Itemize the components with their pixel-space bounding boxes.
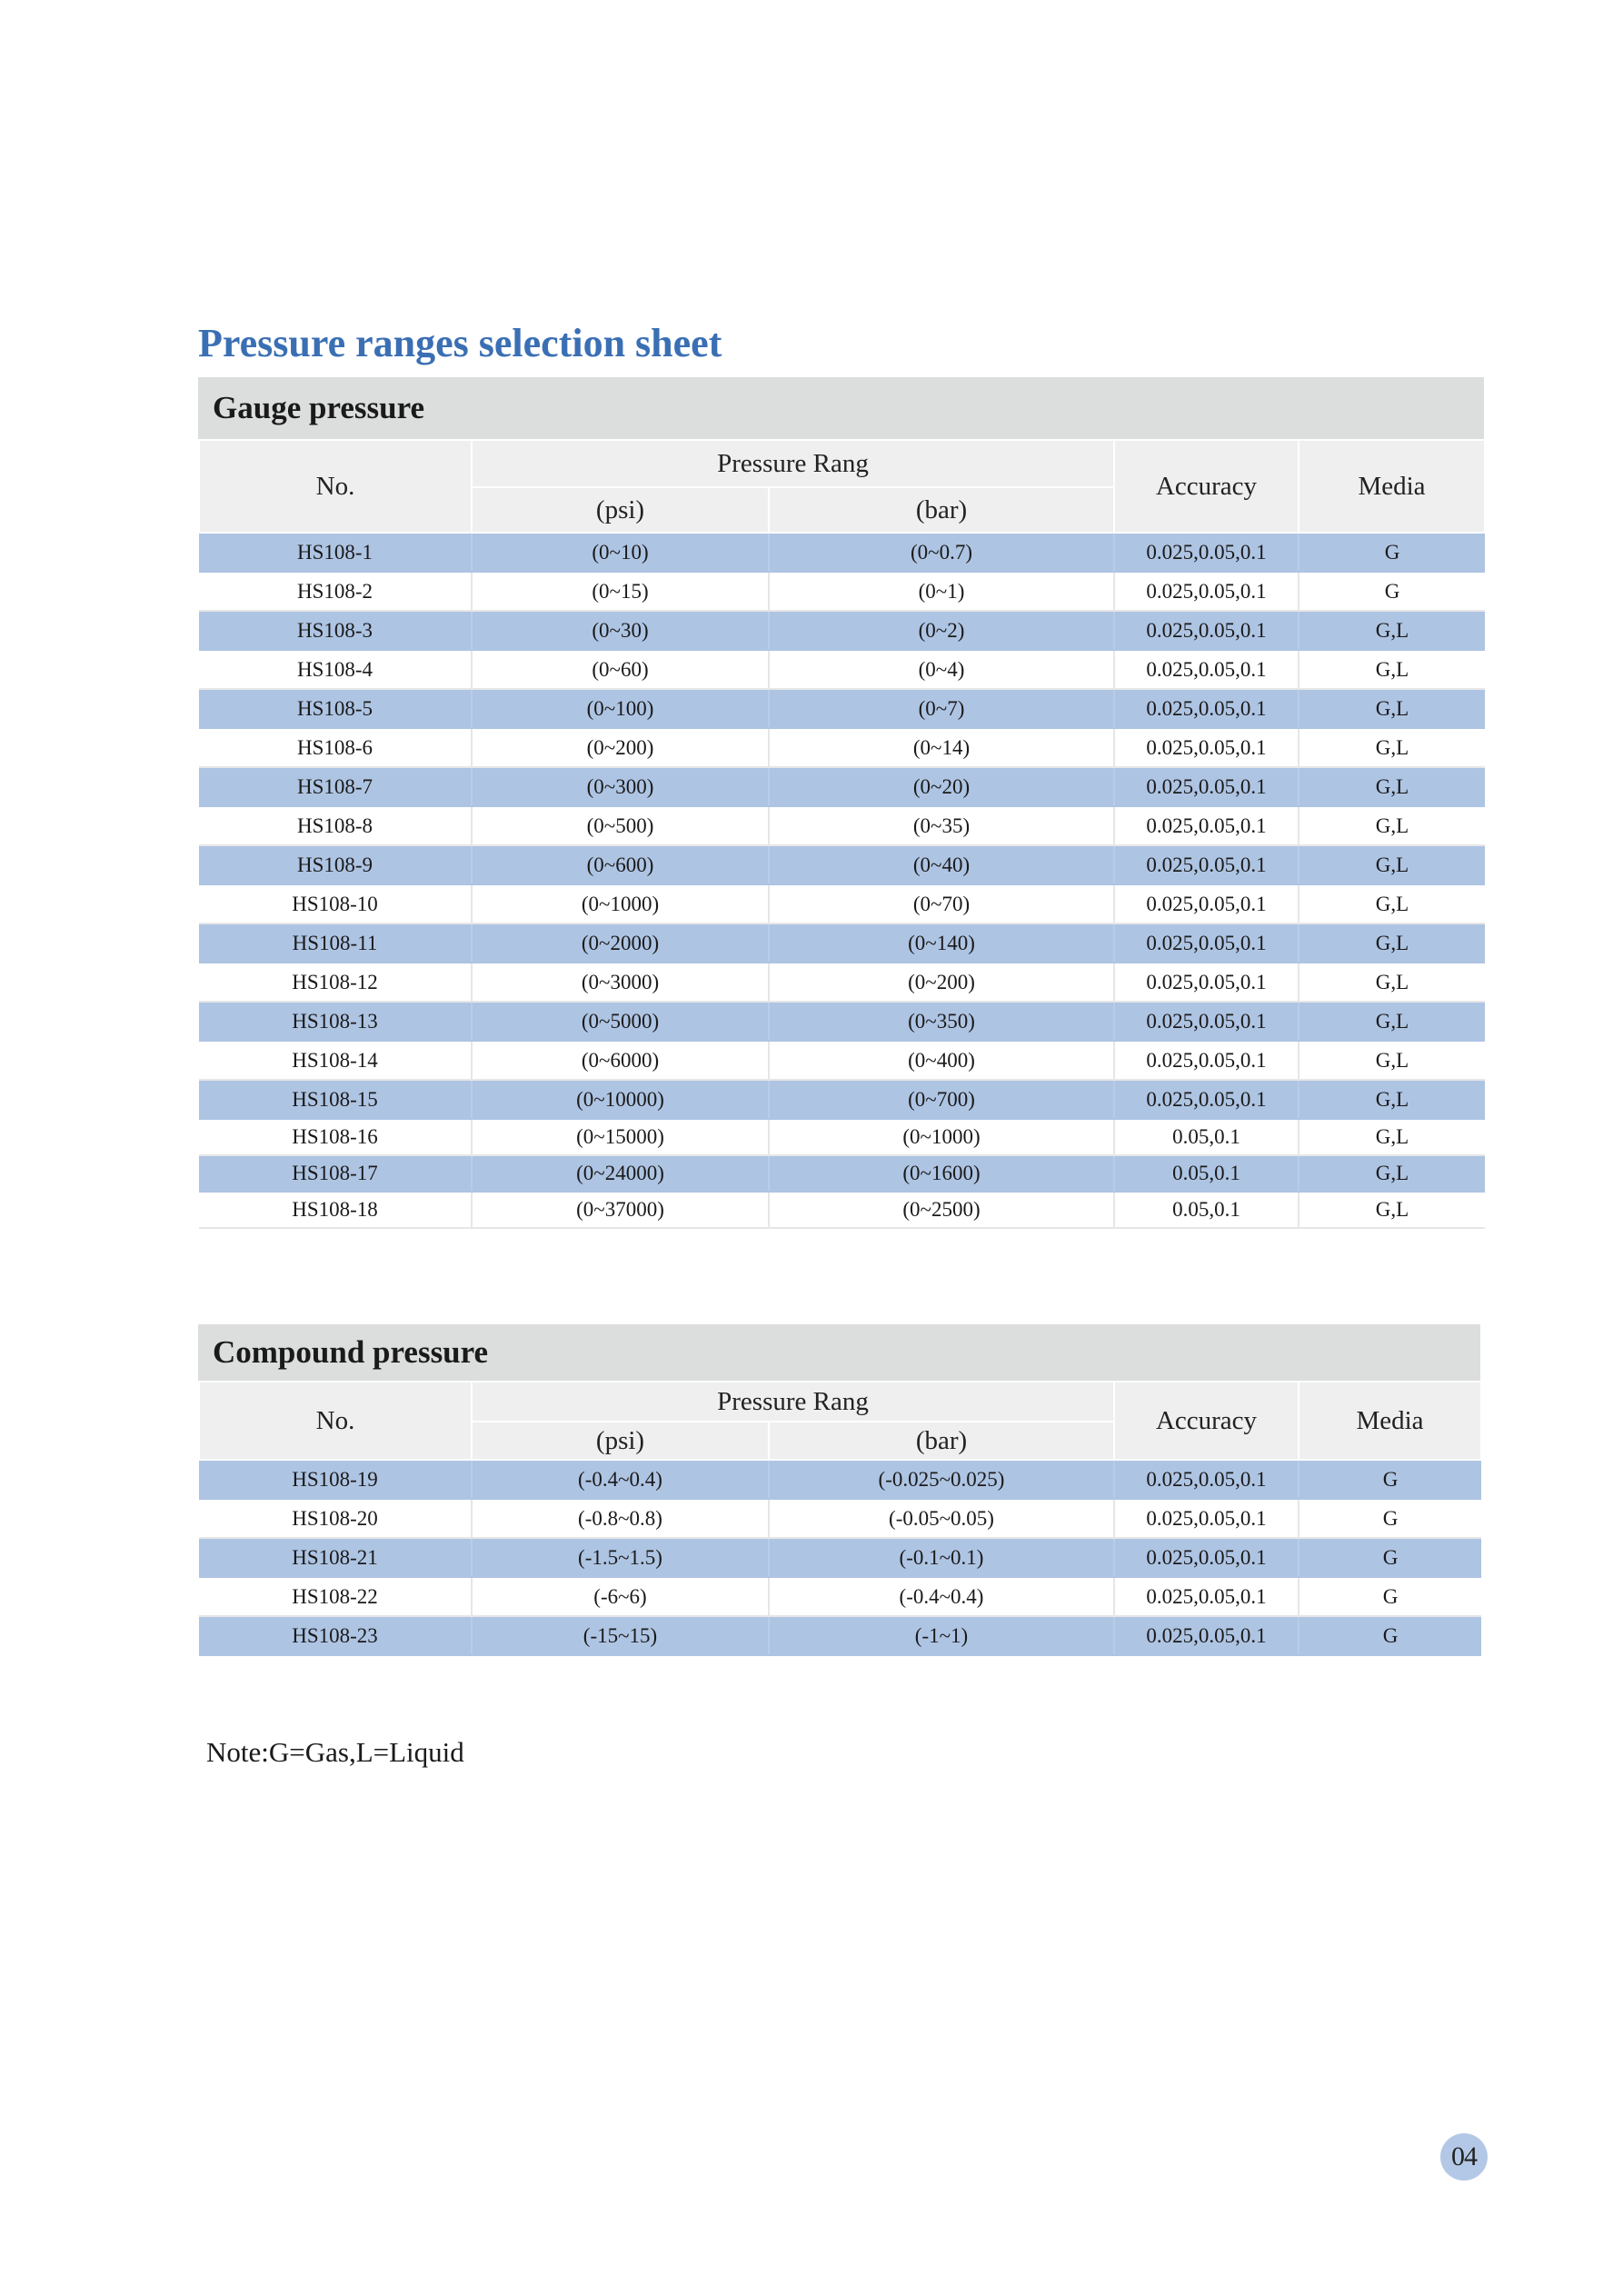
cell-psi: (-15~15) (472, 1616, 769, 1655)
cell-media: G,L (1299, 1002, 1485, 1041)
cell-bar: (0~0.7) (769, 533, 1114, 572)
cell-accuracy: 0.025,0.05,0.1 (1114, 1577, 1299, 1616)
cell-psi: (0~15) (472, 572, 769, 611)
table-row (199, 1119, 1485, 1155)
table-row (199, 1155, 1485, 1192)
cell-media: G,L (1299, 923, 1485, 963)
cell-media: G,L (1299, 689, 1485, 728)
table-row (199, 689, 1485, 728)
cell-psi: (0~10000) (472, 1080, 769, 1119)
cell-bar: (-0.025~0.025) (769, 1460, 1114, 1499)
cell-bar: (0~1) (769, 572, 1114, 611)
cell-accuracy: 0.025,0.05,0.1 (1114, 1080, 1299, 1119)
cell-no: HS108-4 (199, 650, 472, 689)
cell-media: G,L (1299, 650, 1485, 689)
cell-psi: (0~37000) (472, 1192, 769, 1228)
cell-media: G,L (1299, 1041, 1485, 1080)
cell-accuracy: 0.025,0.05,0.1 (1114, 845, 1299, 884)
gauge-pressure-section (198, 377, 1484, 1229)
compound-pressure-table (198, 1381, 1482, 1656)
cell-psi: (0~10) (472, 533, 769, 572)
cell-accuracy: 0.025,0.05,0.1 (1114, 1538, 1299, 1577)
table-row (199, 923, 1485, 963)
cell-media: G,L (1299, 884, 1485, 923)
gauge-table-body (199, 533, 1485, 1228)
cell-psi: (0~600) (472, 845, 769, 884)
cell-accuracy: 0.025,0.05,0.1 (1114, 1002, 1299, 1041)
cell-bar: (-1~1) (769, 1616, 1114, 1655)
header-media: Media (1299, 440, 1485, 533)
cell-bar: (0~14) (769, 728, 1114, 767)
gauge-pressure-table (198, 439, 1486, 1229)
table-row (199, 1041, 1485, 1080)
cell-media: G,L (1299, 767, 1485, 806)
header-psi: (psi) (472, 1422, 769, 1460)
table-row (199, 1538, 1481, 1577)
header-no: No. (199, 440, 472, 533)
header-no: No. (199, 1382, 472, 1460)
cell-no: HS108-17 (199, 1155, 472, 1192)
table-row (199, 650, 1485, 689)
cell-bar: (0~400) (769, 1041, 1114, 1080)
table-row (199, 1002, 1485, 1041)
table-row (199, 611, 1485, 650)
cell-accuracy: 0.025,0.05,0.1 (1114, 1460, 1299, 1499)
cell-accuracy: 0.025,0.05,0.1 (1114, 611, 1299, 650)
cell-accuracy: 0.025,0.05,0.1 (1114, 1499, 1299, 1538)
header-media: Media (1299, 1382, 1481, 1460)
cell-accuracy: 0.05,0.1 (1114, 1192, 1299, 1228)
cell-bar: (0~700) (769, 1080, 1114, 1119)
header-accuracy: Accuracy (1114, 440, 1299, 533)
table-row (199, 806, 1485, 845)
cell-psi: (0~5000) (472, 1002, 769, 1041)
cell-media: G (1299, 1538, 1481, 1577)
cell-accuracy: 0.025,0.05,0.1 (1114, 728, 1299, 767)
cell-no: HS108-16 (199, 1119, 472, 1155)
table-row (199, 963, 1485, 1002)
cell-no: HS108-8 (199, 806, 472, 845)
cell-media: G,L (1299, 845, 1485, 884)
cell-media: G (1299, 1577, 1481, 1616)
cell-media: G,L (1299, 1119, 1485, 1155)
cell-no: HS108-19 (199, 1460, 472, 1499)
header-psi: (psi) (472, 487, 769, 533)
cell-media: G (1299, 1460, 1481, 1499)
cell-bar: (-0.05~0.05) (769, 1499, 1114, 1538)
cell-accuracy: 0.025,0.05,0.1 (1114, 1041, 1299, 1080)
cell-no: HS108-7 (199, 767, 472, 806)
cell-no: HS108-6 (199, 728, 472, 767)
page-title: Pressure ranges selection sheet (198, 321, 722, 365)
cell-accuracy: 0.025,0.05,0.1 (1114, 923, 1299, 963)
table-row (199, 1460, 1481, 1499)
cell-bar: (-0.4~0.4) (769, 1577, 1114, 1616)
table-row (199, 533, 1485, 572)
cell-media: G,L (1299, 806, 1485, 845)
cell-media: G,L (1299, 1080, 1485, 1119)
cell-psi: (0~24000) (472, 1155, 769, 1192)
cell-accuracy: 0.025,0.05,0.1 (1114, 572, 1299, 611)
cell-no: HS108-13 (199, 1002, 472, 1041)
header-pressure-range: Pressure Rang (472, 1382, 1114, 1422)
cell-psi: (0~15000) (472, 1119, 769, 1155)
cell-psi: (0~1000) (472, 884, 769, 923)
table-row (199, 1080, 1485, 1119)
compound-pressure-section (198, 1324, 1480, 1656)
header-bar: (bar) (769, 1422, 1114, 1460)
cell-media: G,L (1299, 963, 1485, 1002)
table-row (199, 884, 1485, 923)
cell-no: HS108-5 (199, 689, 472, 728)
cell-media: G,L (1299, 611, 1485, 650)
cell-bar: (0~7) (769, 689, 1114, 728)
cell-bar: (0~70) (769, 884, 1114, 923)
cell-media: G,L (1299, 1155, 1485, 1192)
cell-accuracy: 0.025,0.05,0.1 (1114, 767, 1299, 806)
cell-media: G,L (1299, 728, 1485, 767)
compound-section-title: Compound pressure (198, 1324, 1480, 1381)
cell-media: G (1299, 1499, 1481, 1538)
header-bar: (bar) (769, 487, 1114, 533)
cell-no: HS108-14 (199, 1041, 472, 1080)
cell-bar: (0~35) (769, 806, 1114, 845)
cell-psi: (-0.4~0.4) (472, 1460, 769, 1499)
header-pressure-range: Pressure Rang (472, 440, 1114, 487)
cell-no: HS108-12 (199, 963, 472, 1002)
cell-psi: (0~300) (472, 767, 769, 806)
cell-bar: (0~200) (769, 963, 1114, 1002)
compound-table-body (199, 1460, 1481, 1655)
cell-no: HS108-9 (199, 845, 472, 884)
cell-psi: (0~500) (472, 806, 769, 845)
table-row (199, 1616, 1481, 1655)
cell-bar: (0~4) (769, 650, 1114, 689)
cell-psi: (-1.5~1.5) (472, 1538, 769, 1577)
cell-media: G,L (1299, 1192, 1485, 1228)
cell-media: G (1299, 572, 1485, 611)
cell-accuracy: 0.025,0.05,0.1 (1114, 650, 1299, 689)
cell-accuracy: 0.025,0.05,0.1 (1114, 689, 1299, 728)
table-row (199, 572, 1485, 611)
cell-psi: (0~100) (472, 689, 769, 728)
cell-psi: (0~2000) (472, 923, 769, 963)
table-row (199, 1192, 1485, 1228)
cell-bar: (0~20) (769, 767, 1114, 806)
page-number-badge: 04 (1440, 2133, 1488, 2181)
cell-no: HS108-10 (199, 884, 472, 923)
cell-accuracy: 0.025,0.05,0.1 (1114, 884, 1299, 923)
cell-bar: (0~2500) (769, 1192, 1114, 1228)
cell-no: HS108-21 (199, 1538, 472, 1577)
cell-psi: (0~60) (472, 650, 769, 689)
cell-media: G (1299, 533, 1485, 572)
table-row (199, 1499, 1481, 1538)
cell-accuracy: 0.05,0.1 (1114, 1119, 1299, 1155)
table-row (199, 728, 1485, 767)
cell-accuracy: 0.025,0.05,0.1 (1114, 1616, 1299, 1655)
media-note: Note:G=Gas,L=Liquid (206, 1736, 464, 1768)
cell-no: HS108-22 (199, 1577, 472, 1616)
cell-psi: (-6~6) (472, 1577, 769, 1616)
cell-psi: (0~200) (472, 728, 769, 767)
cell-no: HS108-1 (199, 533, 472, 572)
cell-psi: (0~30) (472, 611, 769, 650)
cell-no: HS108-11 (199, 923, 472, 963)
cell-no: HS108-2 (199, 572, 472, 611)
cell-bar: (0~350) (769, 1002, 1114, 1041)
cell-accuracy: 0.025,0.05,0.1 (1114, 806, 1299, 845)
gauge-section-title: Gauge pressure (198, 377, 1484, 439)
cell-accuracy: 0.025,0.05,0.1 (1114, 533, 1299, 572)
cell-accuracy: 0.025,0.05,0.1 (1114, 963, 1299, 1002)
cell-psi: (0~3000) (472, 963, 769, 1002)
cell-bar: (0~40) (769, 845, 1114, 884)
table-row (199, 767, 1485, 806)
table-row (199, 845, 1485, 884)
cell-media: G (1299, 1616, 1481, 1655)
cell-no: HS108-3 (199, 611, 472, 650)
cell-bar: (0~140) (769, 923, 1114, 963)
cell-no: HS108-18 (199, 1192, 472, 1228)
cell-bar: (-0.1~0.1) (769, 1538, 1114, 1577)
cell-bar: (0~1600) (769, 1155, 1114, 1192)
cell-bar: (0~1000) (769, 1119, 1114, 1155)
cell-no: HS108-20 (199, 1499, 472, 1538)
cell-psi: (-0.8~0.8) (472, 1499, 769, 1538)
cell-accuracy: 0.05,0.1 (1114, 1155, 1299, 1192)
cell-no: HS108-23 (199, 1616, 472, 1655)
cell-psi: (0~6000) (472, 1041, 769, 1080)
cell-no: HS108-15 (199, 1080, 472, 1119)
cell-bar: (0~2) (769, 611, 1114, 650)
table-row (199, 1577, 1481, 1616)
header-accuracy: Accuracy (1114, 1382, 1299, 1460)
